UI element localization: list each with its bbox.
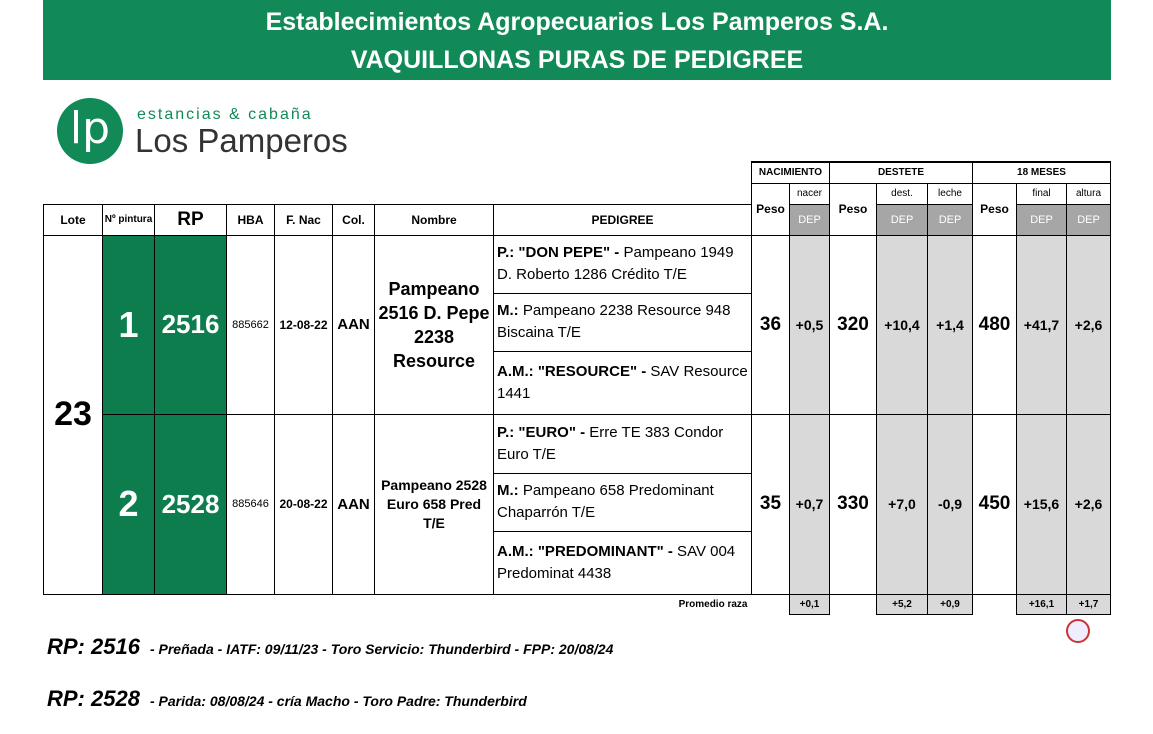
promedio-dest: +5,2	[877, 594, 928, 614]
pedigree-madre	[494, 473, 752, 531]
header-peso-dest: Peso	[830, 183, 877, 235]
pedigree-madre	[494, 293, 752, 351]
header-dest: dest.	[877, 183, 928, 204]
logo-name: Los Pamperos	[135, 122, 348, 159]
header-fnac: F. Nac	[275, 204, 333, 235]
logo-mark: lp	[57, 98, 123, 164]
dep-altura: +2,6	[1067, 414, 1111, 594]
pedigree-padre	[494, 235, 752, 293]
pedigree-text: Pampeano 1949 D. Roberto 1286 Crédito T/E	[497, 244, 734, 283]
promedio-label: Promedio raza	[678, 598, 748, 610]
lot-table	[43, 161, 1111, 615]
header-final: final	[1017, 183, 1067, 204]
logo-tagline: estancias & cabaña	[137, 106, 313, 123]
header-leche: leche	[928, 183, 973, 204]
header-pintura: Nº pintura	[103, 204, 155, 235]
hba: 885646	[227, 414, 275, 594]
note-rp: RP: 2516	[47, 634, 140, 659]
lote-number: 23	[44, 235, 103, 594]
dep-final: +41,7	[1017, 235, 1067, 414]
fnac: 12-08-22	[275, 235, 333, 414]
promedio-leche: +0,9	[928, 594, 973, 614]
pintura: 2	[103, 414, 155, 594]
pintura: 1	[103, 235, 155, 414]
header-dep: DEP	[928, 204, 973, 235]
pedigree-label: P.: "DON PEPE" -	[497, 244, 620, 261]
group-destete: DESTETE	[830, 162, 973, 183]
dep-leche: +1,4	[928, 235, 973, 414]
pedigree-text: Pampeano 2238 Resource 948 Biscaina T/E	[497, 302, 731, 341]
header-dep: DEP	[1017, 204, 1067, 235]
pedigree-text: Pampeano 658 Predominant Chaparrón T/E	[497, 482, 714, 521]
catalog-subtitle: VAQUILLONAS PURAS DE PEDIGREE	[350, 46, 804, 74]
title-banner	[43, 0, 1111, 80]
rp: 2516	[155, 235, 227, 414]
note-text: - Preñada - IATF: 09/11/23 - Toro Servicio: Thunderbird - FPP: 20/08/24	[149, 641, 614, 657]
company-title: Establecimientos Agropecuarios Los Pamperos S.A.	[265, 8, 889, 36]
peso-18: 480	[973, 235, 1017, 414]
header-rp: RP	[155, 204, 227, 235]
header-pedigree: PEDIGREE	[494, 204, 752, 235]
pedigree-label: P.: "EURO" -	[497, 423, 586, 441]
header-dep: DEP	[790, 204, 830, 235]
promedio-row	[44, 594, 1111, 614]
group-nacimiento: NACIMIENTO	[752, 162, 830, 183]
note-rp: RP: 2528	[47, 686, 140, 711]
nombre: Pampeano 2516 D. Pepe 2238 Resource	[375, 235, 494, 414]
table-row	[44, 414, 1111, 473]
peso-nac: 35	[752, 414, 790, 594]
hba: 885662	[227, 235, 275, 414]
color: AAN	[333, 414, 375, 594]
pedigree-padre	[494, 414, 752, 473]
header-dep: DEP	[877, 204, 928, 235]
header-nombre: Nombre	[375, 204, 494, 235]
dep-nacer: +0,5	[790, 235, 830, 414]
dep-dest: +10,4	[877, 235, 928, 414]
breed-seal-icon	[1066, 619, 1090, 643]
pedigree-text: SAV Resource 1441	[497, 362, 748, 402]
nombre: Pampeano 2528 Euro 658 Pred T/E	[375, 414, 494, 594]
header-lote: Lote	[44, 204, 103, 235]
dep-nacer: +0,7	[790, 414, 830, 594]
dep-altura: +2,6	[1067, 235, 1111, 414]
pedigree-abuelo-materno	[494, 531, 752, 594]
header-dep: DEP	[1067, 204, 1111, 235]
dep-leche: -0,9	[928, 414, 973, 594]
peso-18: 450	[973, 414, 1017, 594]
header-peso-18: Peso	[973, 183, 1017, 235]
pedigree-text: SAV 004 Predominat 4438	[497, 542, 736, 582]
promedio-altura: +1,7	[1067, 594, 1111, 614]
header-altura: altura	[1067, 183, 1111, 204]
dep-final: +15,6	[1017, 414, 1067, 594]
rp: 2528	[155, 414, 227, 594]
promedio-nacer: +0,1	[790, 594, 830, 614]
group-18-meses: 18 MESES	[973, 162, 1111, 183]
note-2516	[47, 634, 613, 660]
pedigree-abuelo-materno	[494, 351, 752, 414]
peso-dest: 330	[830, 414, 877, 594]
pedigree-label: M.:	[497, 302, 519, 319]
header-peso-nac: Peso	[752, 183, 790, 235]
pedigree-label: A.M.: "RESOURCE" -	[497, 362, 647, 380]
promedio-final: +16,1	[1017, 594, 1067, 614]
note-text: - Parida: 08/08/24 - cría Macho - Toro Padre: Thunderbird	[149, 693, 527, 709]
table-row	[44, 235, 1111, 293]
pedigree-label: M.:	[497, 482, 519, 499]
peso-dest: 320	[830, 235, 877, 414]
header-hba: HBA	[227, 204, 275, 235]
peso-nac: 36	[752, 235, 790, 414]
logo	[57, 98, 357, 168]
header-col: Col.	[333, 204, 375, 235]
color: AAN	[333, 235, 375, 414]
note-2528	[47, 686, 527, 712]
fnac: 20-08-22	[275, 414, 333, 594]
pedigree-text: Erre TE 383 Condor Euro T/E	[497, 423, 724, 463]
dep-dest: +7,0	[877, 414, 928, 594]
pedigree-label: A.M.: "PREDOMINANT" -	[497, 542, 673, 560]
header-nacer: nacer	[790, 183, 830, 204]
